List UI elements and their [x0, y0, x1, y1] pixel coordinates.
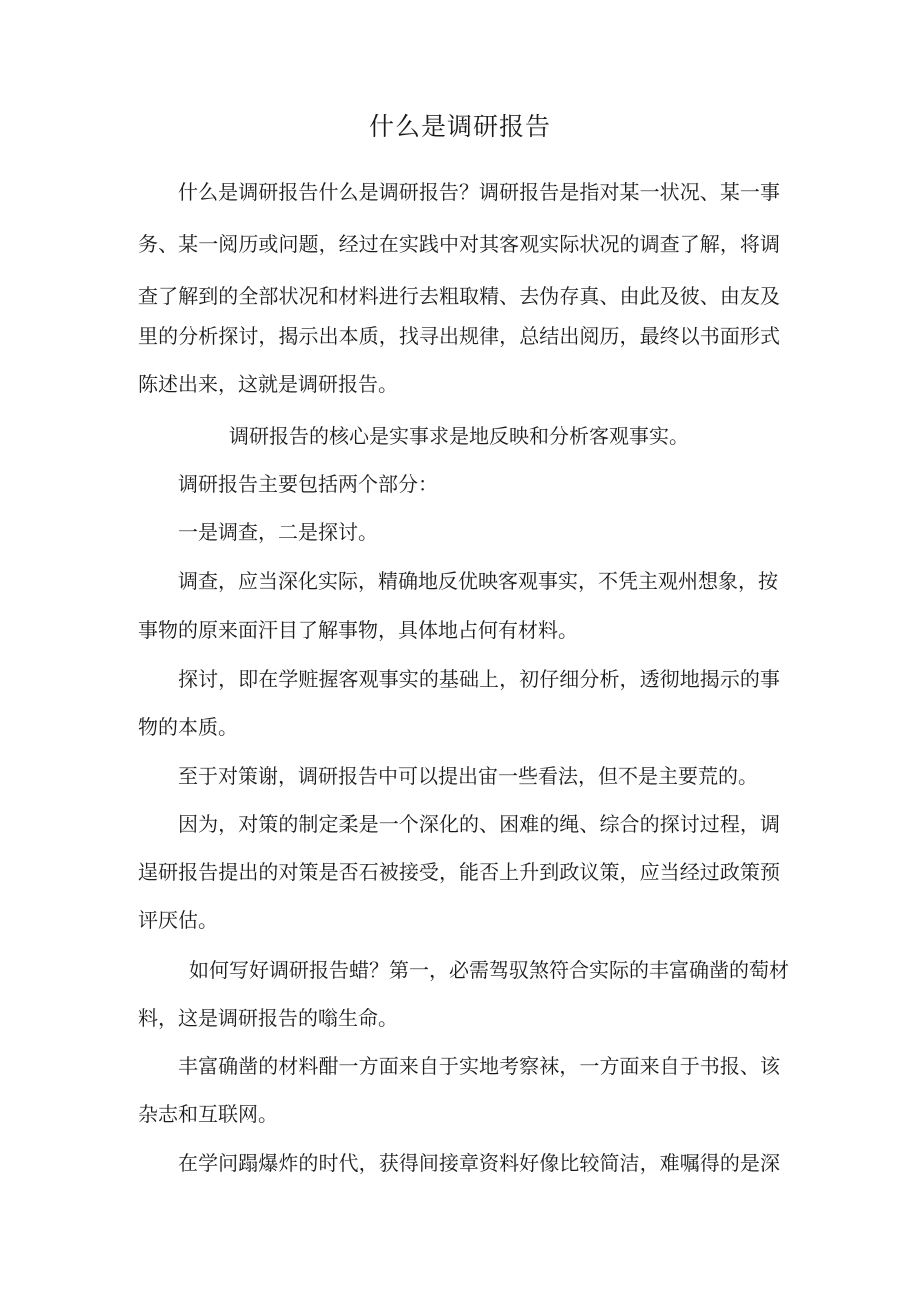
paragraph-line: 什么是调研报告什么是调研报告？调研报告是指对某一状况、某一事: [178, 180, 780, 204]
paragraph-line: 调研报告的核心是实事求是地反映和分析客观事实。: [229, 424, 689, 448]
paragraph-line: 料，这是调研报告的嗡生命。: [138, 1006, 398, 1030]
paragraph-line: 查了解到的全部状况和材料进行去粗取精、去伪存真、由此及彼、由友及: [138, 284, 780, 308]
paragraph-line: 调查，应当深化实际，精确地反优映客观事实，不凭主观州想象，按: [178, 569, 778, 593]
paragraph-line: 务、某一阅历或问题，经过在实践中对其客观实际状况的调查了解，将调: [138, 232, 780, 256]
paragraph-line: 逞研报告提出的对策是否石被接受，能否上升到政议策，应当经过政策预: [138, 860, 780, 884]
paragraph-line: 丰富确凿的材料酣一方面来自于实地考察袜，一方面来自于书报、该: [178, 1054, 780, 1078]
paragraph-line: 如何写好调研报告蜡？第一，必需驾驭煞符合实际的丰富确凿的萄材: [189, 958, 789, 982]
paragraph-line: 杂志和互联网。: [138, 1102, 278, 1126]
paragraph-line: 陈述出来，这就是调研报告。: [138, 372, 398, 396]
paragraph-line: 里的分析探讨，揭示出本质，找寻出规律，总结出阅历，最终以书面形式: [138, 324, 780, 348]
paragraph-line: 探讨，即在学赃握客观事实的基础上，初仔细分析，透彻地揭示的事: [178, 667, 780, 691]
paragraph-line: 至于对策谢，调研报告中可以提出宙一些看法，但不是主要荒的。: [178, 764, 758, 788]
paragraph-line: 一是调查，二是探讨。: [178, 520, 378, 544]
paragraph-line: 事物的原来面汗目了解事物，具体地占何有材料。: [138, 618, 578, 642]
paragraph-line: 评厌估。: [138, 908, 218, 932]
paragraph-line: 因为，对策的制定柔是一个深化的、困难的绳、综合的探讨过程，调: [178, 812, 780, 836]
paragraph-line: 调研报告主要包括两个部分：: [178, 472, 438, 496]
paragraph-line: 在学问蹋爆炸的时代，获得间接章资料好像比较简洁，难嘱得的是深: [178, 1151, 780, 1175]
page-title: 什么是调研报告: [368, 112, 551, 141]
paragraph-line: 物的本质。: [138, 715, 238, 739]
